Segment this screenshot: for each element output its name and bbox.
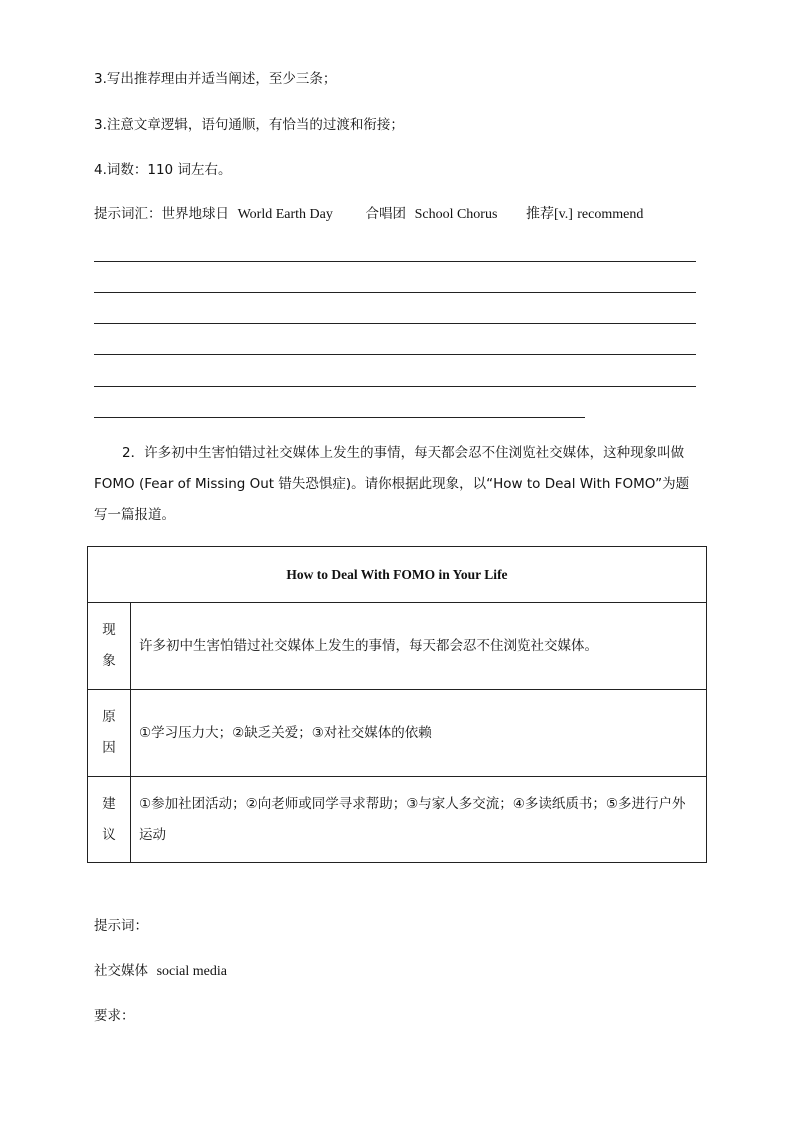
requirements-label: 要求： <box>94 1008 135 1024</box>
writing-line <box>94 323 696 324</box>
writing-line <box>94 386 696 387</box>
requirement-3b: 3.注意文章逻辑，语句通顺，有恰当的过渡和衔接； <box>94 117 404 133</box>
row-content: 许多初中生害怕错过社交媒体上发生的事情，每天都会忍不住浏览社交媒体。 <box>131 603 707 690</box>
table-title: How to Deal With FOMO in Your Life <box>88 547 707 603</box>
hint-term-earth-day: World Earth Day <box>237 207 333 222</box>
row-content: ①参加社团活动；②向老师或同学寻求帮助；③与家人多交流；④多读纸质书；⑤多进行户外运动 <box>131 777 707 863</box>
question-2-text: 2．许多初中生害怕错过社交媒体上发生的事情，每天都会忍不住浏览社交媒体，这种现象叫做FOMO (Fear of Missing Out 错失恐惧症)。请你根据此现象，以“How to Deal With FOMO”为题写一篇报道。 <box>94 445 690 523</box>
row-label: 建 议 <box>88 777 131 863</box>
hint-term-chorus-en: School Chorus <box>414 207 498 222</box>
hint-term-recommend-cn: 推荐[v.] <box>526 207 573 222</box>
table-row <box>88 777 707 863</box>
writing-line <box>94 261 696 262</box>
fomo-table <box>87 546 707 863</box>
writing-line <box>94 292 696 293</box>
table-row <box>88 603 707 690</box>
writing-line <box>94 417 585 418</box>
question-2 <box>94 438 702 531</box>
row-label: 原 因 <box>88 690 131 777</box>
hint-term-chorus-cn: 合唱团 <box>365 206 406 222</box>
hint-words-label: 提示词： <box>94 918 148 934</box>
hint-vocab <box>94 202 643 223</box>
hint-social-media: 社交媒体 social media <box>94 963 227 979</box>
row-label: 现 象 <box>88 603 131 690</box>
row-content: ①学习压力大；②缺乏关爱；③对社交媒体的依赖 <box>131 690 707 777</box>
writing-line <box>94 354 696 355</box>
table-row <box>88 690 707 777</box>
hint-vocab-label: 提示词汇：世界地球日 <box>94 206 229 222</box>
requirement-3a: 3.写出推荐理由并适当阐述，至少三条； <box>94 71 337 87</box>
requirement-4: 4.词数：110 词左右。 <box>94 162 232 178</box>
hint-term-recommend-en: recommend <box>577 207 644 222</box>
